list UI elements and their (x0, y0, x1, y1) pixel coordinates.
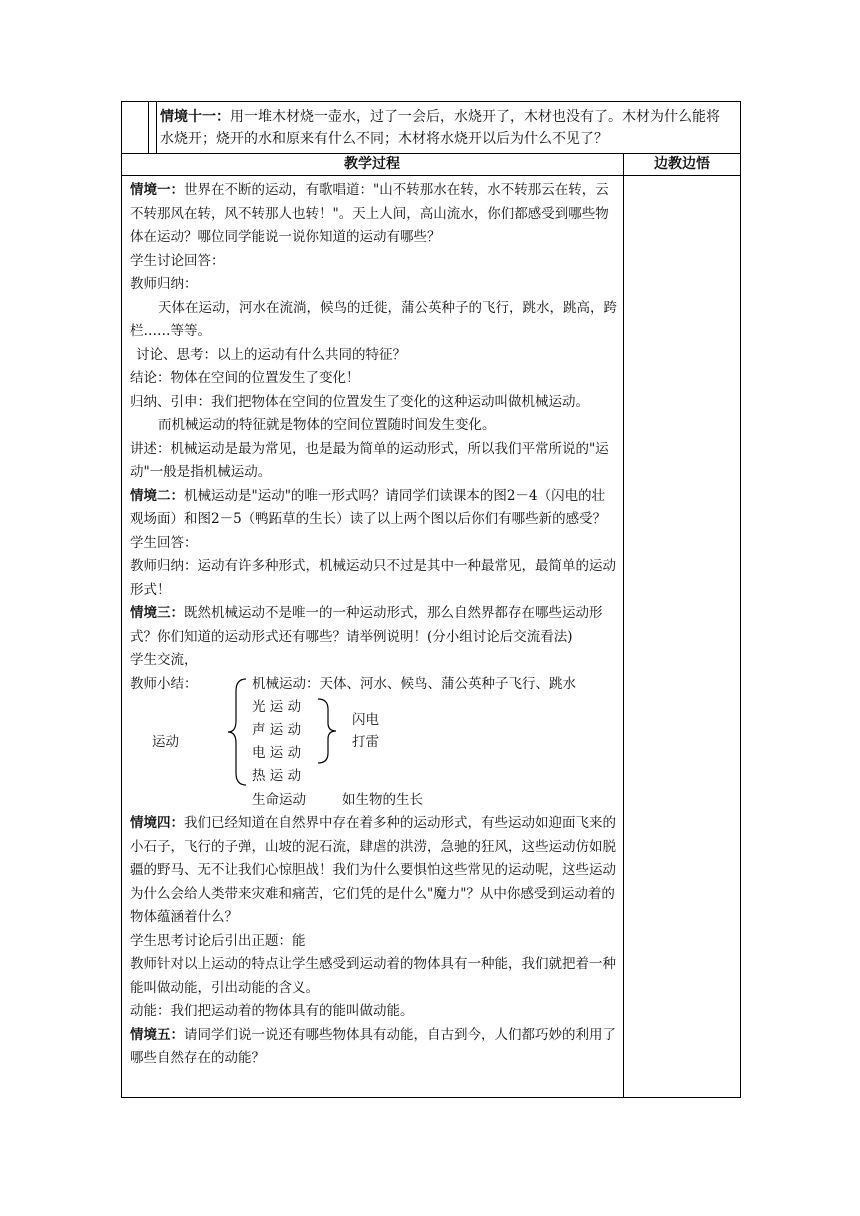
diagram-item-electric: 电 运 动 (252, 744, 302, 761)
diagram-root: 运动 (152, 733, 179, 750)
reflection-cell (623, 176, 740, 1097)
scenario-body: 机械运动是"运动"的唯一形式吗？请同学们读课本的图2－4（闪电的壮观场面）和图2－5（鸭跖草的生长）读了以上两个图以后你们有哪些新的感受？ (130, 487, 607, 527)
scenario-label: 情境五： (130, 1026, 184, 1043)
text-line: 讲述：机械运动是最为常见，也是最为简单的运动形式，所以我们平常所说的"运动"一般是指机械运动。 (130, 440, 609, 480)
scenario-body: 我们已经知道在自然界中存在着多种的运动形式，有些运动如迎面飞来的小石子，飞行的子弹，山坡的泥石流，肆虐的洪涝，急驰的狂风，这些运动仿如脱疆的野马、无不让我们心惊胆战！我们为什么要惧怕这些常见的运动呢，这些运动为什么会给人类带来灾难和痛苦，它们凭的是什么"魔力"？从中你感受到运动着的物体蕴涵着什么？ (130, 815, 616, 925)
scenario-11-text (160, 106, 732, 150)
scenario-body: 用一堆木材烧一壶水，过了一会后，水烧开了，木材也没有了。木材为什么能将水烧开；烧开的水和原来有什么不同；木材将水烧开以后为什么不见了？ (160, 109, 720, 147)
text-line: 天体在运动，河水在流淌，候鸟的迁徙，蒲公英种子的飞行，跳水，跳高，跨栏……等等。 (130, 299, 617, 339)
scenario-label: 情境三： (130, 605, 184, 621)
scenario-body: 既然机械运动不是唯一的一种运动形式，那么自然界都存在哪些运动形式？你们知道的运动形式还有哪些？请举例说明！(分小组讨论后交流看法) (130, 605, 603, 645)
diagram-item-sound: 声 运 动 (252, 721, 302, 738)
scenario-3-paragraph (130, 602, 617, 649)
text-line: 讨论、思考：以上的运动有什么共同的特征？ (136, 346, 406, 363)
text-line: 学生思考讨论后引出正题：能 (130, 932, 306, 949)
scenario-body: 请同学们说一说还有哪些物体具有动能，自古到今，人们都巧妙的利用了哪些自然存在的动能？ (130, 1026, 616, 1066)
text-line: 学生讨论回答： (130, 252, 225, 269)
scenario-4-paragraph (130, 812, 617, 930)
diagram-item-light: 光 运 动 (252, 698, 302, 715)
scenario-body: 世界在不断的运动，有歌唱道："山不转那水在转，水不转那云在转，云不转那风在转，风不转那人也转！"。天上人间，高山流水，你们都感受到哪些物体在运动？哪位同学能说一说你知道的运动有哪些？ (130, 182, 609, 245)
teaching-process-cell (130, 179, 617, 1071)
scenario-2-paragraph (130, 485, 617, 532)
text-line: 教师归纳： (130, 276, 198, 292)
text-line: 归纳、引申：我们把物体在空间的位置发生了变化的这种运动叫做机械运动。 (130, 393, 589, 410)
right-brace-icon (316, 697, 338, 765)
diagram-item-life: 生命运动 (252, 791, 306, 808)
text-line: 动能：我们把运动着的物体具有的能叫做动能。 (130, 1003, 414, 1019)
text-line: 学生回答： (130, 534, 198, 551)
scenario-label: 情境二： (130, 487, 184, 504)
text-line: 教师小结： (130, 675, 198, 692)
text-line: 教师归纳：运动有许多种形式，机械运动只不过是其中一种最常见，最简单的运动形式！ (130, 558, 616, 598)
table-body-row (122, 176, 740, 1097)
diagram-example-lightning: 闪电 (352, 711, 379, 728)
motion-classification-diagram (130, 673, 617, 789)
text-line: 而机械运动的特征就是物体的空间位置随时间发生变化。 (158, 417, 496, 433)
diagram-item-mechanical: 机械运动：天体、河水、候鸟、蒲公英种子飞行、跳水 (252, 675, 576, 692)
lesson-table (121, 101, 741, 1098)
text-line: 学生交流， (130, 652, 198, 668)
scenario-label: 情境四： (130, 815, 184, 831)
left-brace-icon (226, 675, 250, 789)
column-header-reflection: 边教边悟 (623, 154, 740, 175)
diagram-last-line (130, 789, 617, 813)
diagram-example-thunder: 打雷 (352, 733, 379, 750)
scenario-label: 情境一： (130, 182, 184, 198)
scenario-label: 情境十一： (160, 109, 230, 125)
column-header-process: 教学过程 (344, 156, 400, 172)
empty-cell (149, 102, 157, 153)
table-header-row (122, 154, 740, 176)
diagram-item-heat: 热 运 动 (252, 767, 302, 784)
empty-cell (122, 102, 149, 153)
text-line: 教师针对以上运动的特点让学生感受到运动着的物体具有一种能，我们就把着一种能叫做动能，引出动能的含义。 (130, 956, 616, 996)
scenario-1-paragraph (130, 179, 617, 250)
scenario-5-paragraph (130, 1024, 617, 1071)
diagram-example-growth: 如生物的生长 (342, 791, 423, 808)
text-line: 结论：物体在空间的位置发生了变化！ (130, 370, 360, 386)
table-row-scenario-11 (122, 102, 740, 154)
